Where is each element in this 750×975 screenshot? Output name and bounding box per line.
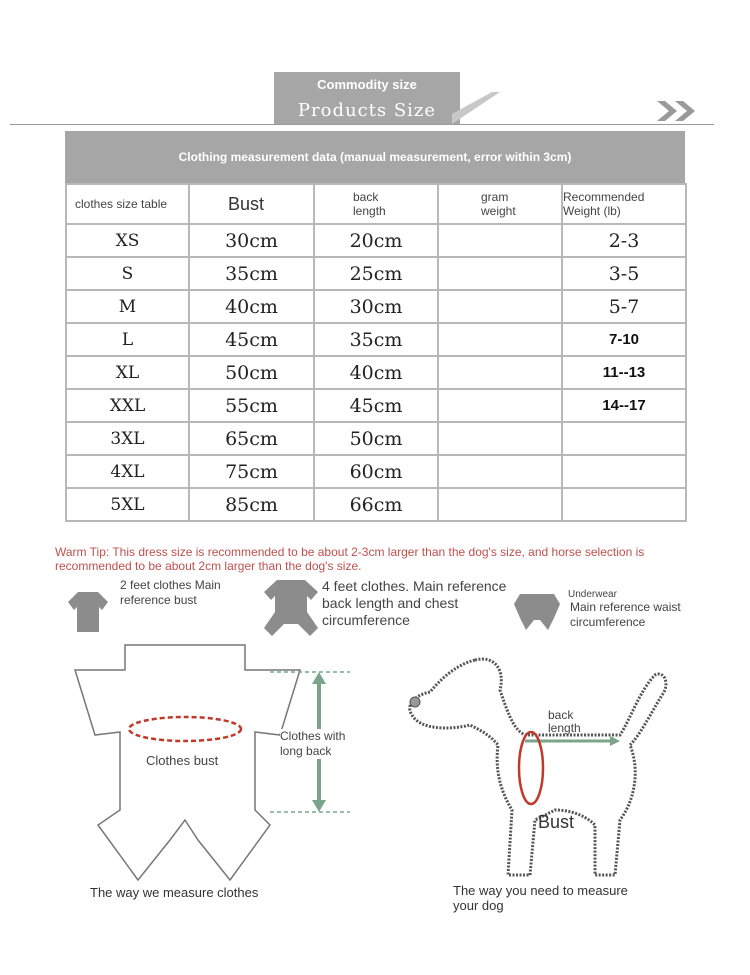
table-row	[66, 488, 686, 521]
recommended-weight-cell: 14--17	[562, 389, 686, 422]
gram-weight-cell	[438, 455, 562, 488]
back-length-cell: 30cm	[314, 290, 438, 323]
header-gram-weight: gram weight	[438, 184, 562, 224]
dog-caption: The way you need to measure your dog	[453, 883, 628, 913]
recommended-weight-cell	[562, 488, 686, 521]
back-length-cell: 35cm	[314, 323, 438, 356]
bust-cell: 30cm	[189, 224, 314, 257]
gram-weight-cell	[438, 389, 562, 422]
recommended-weight-cell: 11--13	[562, 356, 686, 389]
header-divider	[10, 124, 714, 125]
size-cell: XS	[66, 224, 189, 257]
gram-weight-cell	[438, 422, 562, 455]
table-row	[66, 389, 686, 422]
bust-cell: 40cm	[189, 290, 314, 323]
size-cell: M	[66, 290, 189, 323]
header-bust: Bust	[189, 184, 314, 224]
bust-cell: 35cm	[189, 257, 314, 290]
dog-back-length-label: back length	[548, 708, 581, 735]
gram-weight-cell	[438, 224, 562, 257]
four-feet-reference: 4 feet clothes. Main reference back length and chest circumference	[322, 578, 507, 628]
four-feet-clothes-icon	[262, 578, 320, 638]
gram-weight-cell	[438, 323, 562, 356]
gram-weight-cell	[438, 257, 562, 290]
size-cell: S	[66, 257, 189, 290]
gram-weight-cell	[438, 356, 562, 389]
dog-measure-diagram	[400, 650, 700, 890]
table-row	[66, 356, 686, 389]
underwear-icon	[512, 590, 562, 632]
header-tab-subtitle: Commodity size	[317, 77, 417, 92]
recommended-weight-cell	[562, 422, 686, 455]
table-row	[66, 455, 686, 488]
recommended-weight-cell: 5-7	[562, 290, 686, 323]
table-row	[66, 323, 686, 356]
recommended-weight-cell: 2-3	[562, 224, 686, 257]
dog-bust-label: Bust	[538, 812, 575, 832]
size-table-container	[65, 131, 685, 522]
header-recommended-weight: Recommended Weight (lb)	[562, 184, 686, 224]
clothes-caption: The way we measure clothes	[90, 885, 259, 900]
back-length-cell: 20cm	[314, 224, 438, 257]
size-table	[65, 183, 687, 522]
bust-cell: 85cm	[189, 488, 314, 521]
bust-cell: 75cm	[189, 455, 314, 488]
table-row	[66, 257, 686, 290]
recommended-weight-cell	[562, 455, 686, 488]
tab-shadow-shape	[452, 92, 500, 124]
table-row	[66, 224, 686, 257]
bust-cell: 55cm	[189, 389, 314, 422]
table-title: Clothing measurement data (manual measurement, error within 3cm)	[65, 131, 685, 183]
double-chevron-right-icon	[655, 97, 701, 125]
back-length-cell: 25cm	[314, 257, 438, 290]
underwear-title: Underwear	[568, 589, 617, 600]
header-tab-title: Products Size	[297, 100, 437, 121]
back-length-cell: 45cm	[314, 389, 438, 422]
header-back-length: back length	[314, 184, 438, 224]
gram-weight-cell	[438, 488, 562, 521]
gram-weight-cell	[438, 290, 562, 323]
back-length-cell: 66cm	[314, 488, 438, 521]
warm-tip: Warm Tip: This dress size is recommended to be about 2-3cm larger than the dog's size, and horse selection is recommended to be about 2cm larger than the dog's size.	[55, 545, 645, 573]
two-feet-reference: 2 feet clothes Main reference bust	[120, 578, 221, 607]
recommended-weight-cell: 3-5	[562, 257, 686, 290]
bust-cell: 65cm	[189, 422, 314, 455]
bust-cell: 45cm	[189, 323, 314, 356]
header-size: clothes size table	[66, 184, 189, 224]
clothes-length-label: Clothes with long back	[280, 729, 355, 759]
size-cell: L	[66, 323, 189, 356]
table-header-row	[66, 184, 686, 224]
size-cell: XXL	[66, 389, 189, 422]
bust-cell: 50cm	[189, 356, 314, 389]
clothes-measure-diagram	[70, 640, 370, 890]
underwear-reference: Main reference waist circumference	[570, 600, 681, 629]
size-cell: 3XL	[66, 422, 189, 455]
back-length-cell: 60cm	[314, 455, 438, 488]
back-length-cell: 50cm	[314, 422, 438, 455]
clothes-bust-label: Clothes bust	[146, 753, 219, 768]
size-cell: XL	[66, 356, 189, 389]
size-cell: 5XL	[66, 488, 189, 521]
two-feet-clothes-icon	[66, 590, 110, 634]
size-cell: 4XL	[66, 455, 189, 488]
table-row	[66, 290, 686, 323]
recommended-weight-cell: 7-10	[562, 323, 686, 356]
table-row	[66, 422, 686, 455]
back-length-cell: 40cm	[314, 356, 438, 389]
